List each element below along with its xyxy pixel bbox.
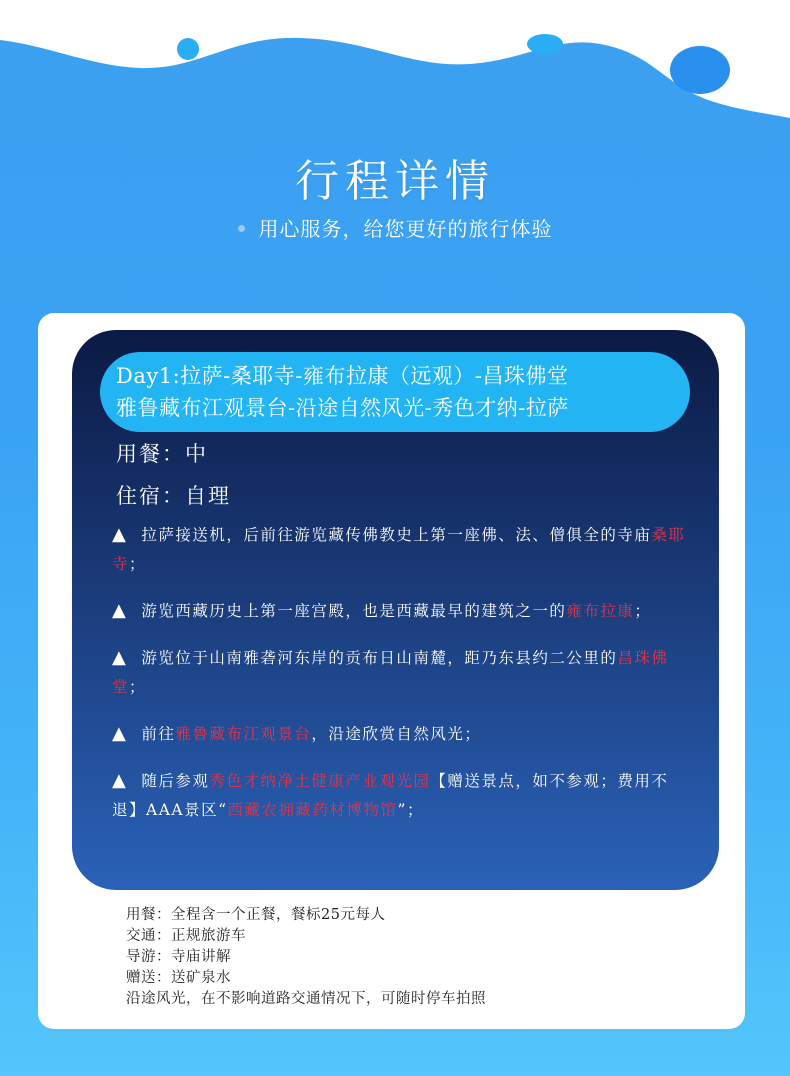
subtitle-dot-icon — [238, 225, 245, 232]
bubble-left — [177, 38, 199, 60]
item-text: ； — [129, 555, 147, 573]
note-line: 赠送：送矿泉水 — [126, 970, 231, 986]
itinerary-item — [112, 719, 690, 749]
highlight-place: 雍布拉康 — [566, 602, 635, 620]
triangle-bullet-icon: ▲ — [112, 723, 128, 744]
route-line-2: 雅鲁藏布江观景台-沿途自然风光-秀色才纳-拉萨 — [116, 396, 569, 420]
route-pill — [100, 352, 690, 432]
triangle-bullet-icon: ▲ — [112, 524, 128, 545]
item-text: 游览位于山南雅砻河东岸的贡布日山南麓，距乃东县约二公里的 — [141, 649, 618, 667]
item-text: 前往 — [141, 725, 176, 743]
itinerary-items — [112, 520, 690, 842]
day-panel — [72, 330, 719, 890]
page-title: 行程详情 — [295, 156, 495, 207]
subtitle-text: 用心服务，给您更好的旅行体验 — [258, 217, 553, 241]
meal-info: 用餐：中 — [116, 442, 208, 466]
itinerary-item — [112, 643, 690, 702]
page-subtitle — [0, 213, 790, 242]
bubble-right — [670, 46, 730, 94]
bubble-middle — [527, 34, 563, 54]
note-line: 交通：正规旅游车 — [126, 928, 246, 944]
triangle-bullet-icon: ▲ — [112, 770, 128, 791]
item-text: ，沿途欣赏自然风光； — [311, 725, 482, 743]
highlight-place: 秀色才纳净土健康产业观光园 — [209, 772, 431, 790]
item-text: 拉萨接送机，后前往游览藏传佛教史上第一座佛、法、僧俱全的寺庙 — [141, 526, 652, 544]
itinerary-item — [112, 766, 690, 825]
highlight-place: 西藏农拥藏药材博物馆 — [227, 801, 398, 819]
highlight-place: 雅鲁藏布江观景台 — [175, 725, 312, 743]
note-line: 沿途风光，在不影响道路交通情况下，可随时停车拍照 — [126, 991, 486, 1007]
itinerary-item — [112, 596, 690, 626]
highlight-place: 昌珠佛堂 — [112, 649, 669, 696]
note-line: 导游：寺庙讲解 — [126, 949, 231, 965]
item-text: ； — [634, 602, 652, 620]
item-text: 游览西藏历史上第一座宫殿，也是西藏最早的建筑之一的 — [141, 602, 567, 620]
trip-notes — [126, 905, 486, 1010]
item-text: 【赠送景点，如不参观；费用不退】AAA景区“ — [112, 772, 669, 819]
triangle-bullet-icon: ▲ — [112, 647, 128, 668]
highlight-place: 桑耶寺 — [112, 526, 686, 573]
triangle-bullet-icon: ▲ — [112, 600, 128, 621]
item-text: 随后参观 — [141, 772, 210, 790]
note-line: 用餐：全程含一个正餐，餐标25元每人 — [126, 907, 386, 923]
wave-decoration — [0, 0, 790, 140]
item-text: ”； — [397, 801, 424, 819]
item-text: ； — [129, 678, 147, 696]
route-line-1: Day1:拉萨-桑耶寺-雍布拉康（远观）-昌珠佛堂 — [116, 364, 569, 388]
stay-info: 住宿：自理 — [116, 484, 231, 508]
itinerary-item — [112, 520, 690, 579]
